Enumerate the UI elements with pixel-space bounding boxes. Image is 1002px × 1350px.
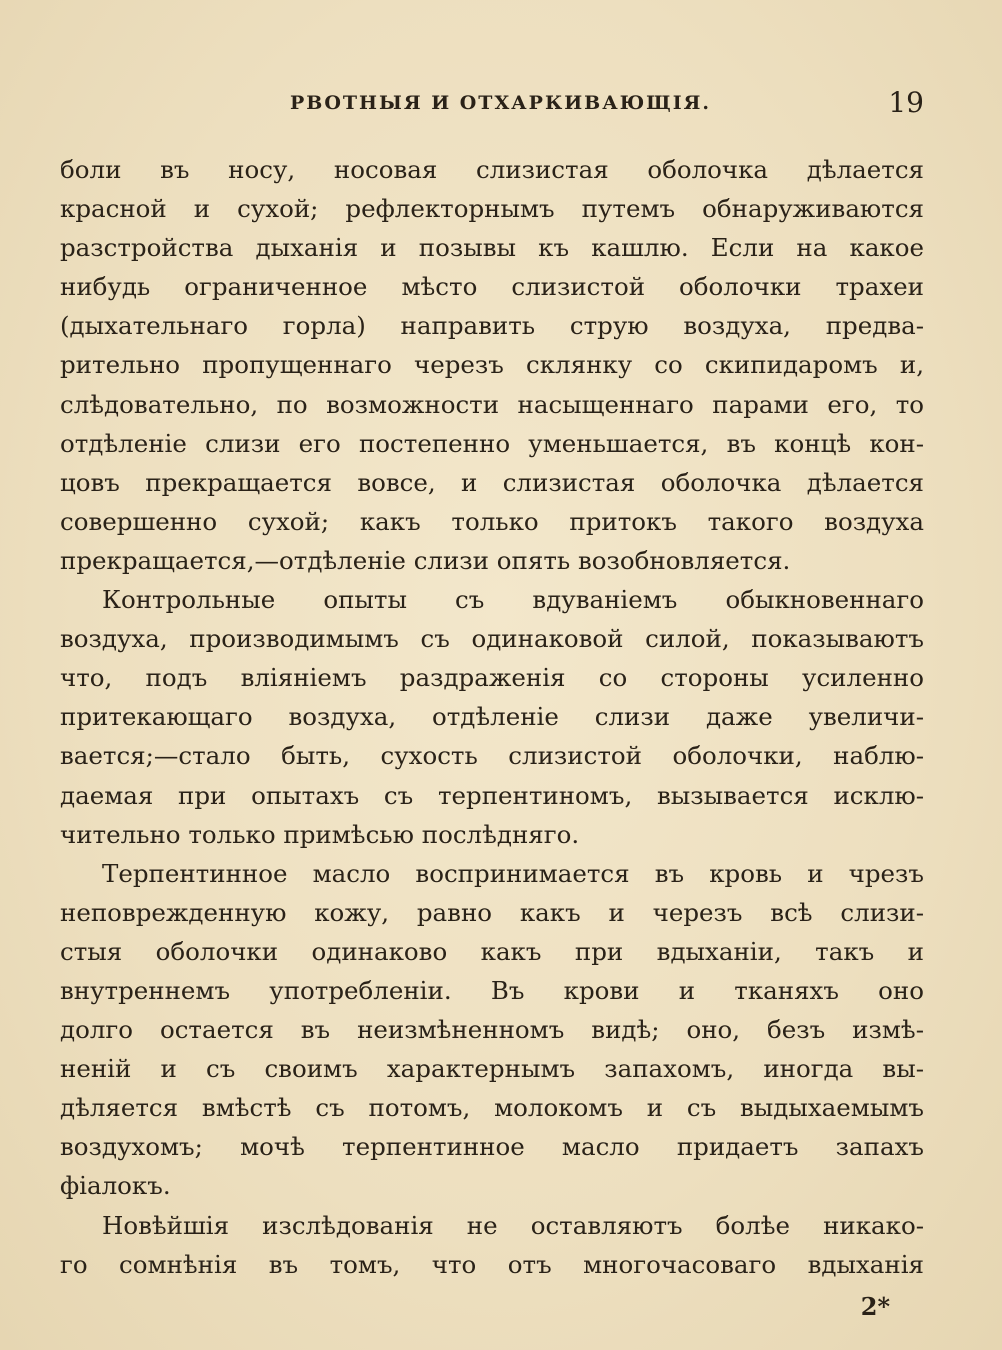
text-line: прекращается,—отдѣленіе слизи опять возобновляется. bbox=[60, 545, 791, 575]
text-line: разстройства дыханія и позывы къ кашлю. Если на какое bbox=[60, 233, 924, 263]
text-line: неповрежденную кожу, равно какъ и черезъ всѣ слизи- bbox=[60, 897, 924, 927]
text-line: отдѣленіе слизи его постепенно уменьшается, въ концѣ кон- bbox=[60, 428, 924, 458]
text-line: чительно только примѣсью послѣдняго. bbox=[60, 819, 580, 849]
text-line: что, подъ вліяніемъ раздраженія со стороны усиленно bbox=[60, 663, 924, 693]
text-line: внутреннемъ употребленіи. Въ крови и тканяхъ оно bbox=[60, 975, 924, 1005]
running-title: РВОТНЫЯ И ОТХАРКИВАЮЩIЯ. bbox=[290, 92, 711, 114]
text-line: неній и съ своимъ характернымъ запахомъ, иногда вы- bbox=[60, 1054, 924, 1084]
signature-mark: 2* bbox=[860, 1292, 890, 1321]
text-line: (дыхательнаго горла) направить струю воздуха, предва- bbox=[60, 311, 924, 341]
text-line: нибудь ограниченное мѣсто слизистой оболочки трахеи bbox=[60, 272, 924, 302]
text-line: рительно пропущеннаго черезъ склянку со скипидаромъ и, bbox=[60, 350, 924, 380]
text-line: боли въ носу, носовая слизистая оболочка дѣлается bbox=[60, 155, 924, 184]
text-line: вается;—стало быть, сухость слизистой оболочки, наблю- bbox=[60, 741, 924, 771]
text-line: слѣдовательно, по возможности насыщеннаго парами его, то bbox=[60, 389, 924, 419]
text-line: Новѣйшія изслѣдованія не оставляютъ болѣе никако- bbox=[102, 1210, 924, 1240]
text-line: красной и сухой; рефлекторнымъ путемъ обнаруживаются bbox=[60, 194, 924, 224]
text-line: воздухомъ; мочѣ терпентинное масло придаетъ запахъ bbox=[60, 1132, 924, 1162]
text-line: стыя оболочки одинаково какъ при вдыханіи, такъ и bbox=[60, 936, 924, 966]
text-line: го сомнѣнія въ томъ, что отъ многочасоваго вдыханія bbox=[60, 1249, 924, 1279]
text-line: фіалокъ. bbox=[60, 1171, 171, 1201]
text-line: совершенно сухой; какъ только притокъ такого воздуха bbox=[60, 506, 924, 536]
text-line: дѣляется вмѣстѣ съ потомъ, молокомъ и съ выдыхаемымъ bbox=[60, 1093, 924, 1123]
text-line: притекающаго воздуха, отдѣленіе слизи даже увеличи- bbox=[60, 702, 924, 732]
text-line: Контрольные опыты съ вдуваніемъ обыкновеннаго bbox=[102, 585, 924, 615]
text-line: Терпентинное масло воспринимается въ кровь и чрезъ bbox=[102, 858, 924, 888]
text-line: цовъ прекращается вовсе, и слизистая оболочка дѣлается bbox=[60, 467, 924, 497]
text-line: даемая при опытахъ съ терпентиномъ, вызывается исклю- bbox=[60, 780, 924, 810]
text-line: воздуха, производимымъ съ одинаковой силой, показываютъ bbox=[60, 624, 924, 654]
body-text bbox=[60, 150, 924, 1284]
page-header bbox=[60, 86, 924, 122]
text-line: долго остается въ неизмѣненномъ видѣ; оно, безъ измѣ- bbox=[60, 1015, 924, 1045]
page-number: 19 bbox=[888, 86, 924, 119]
